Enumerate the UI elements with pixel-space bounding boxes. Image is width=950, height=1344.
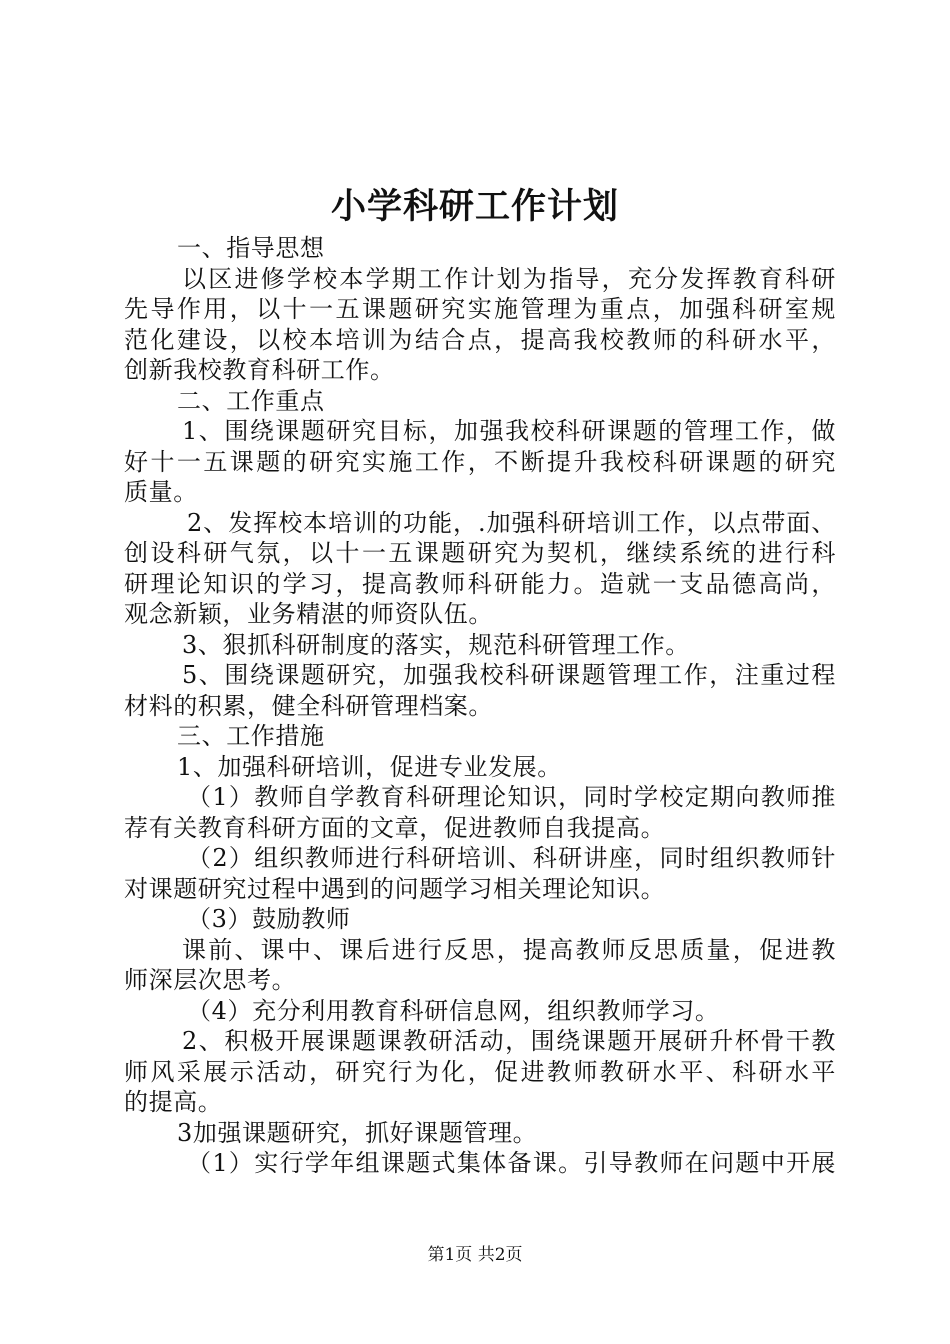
paragraph-line: 3、狠抓科研制度的落实，规范科研管理工作。 [182,630,690,659]
paragraph-line: （4）充分利用教育科研信息网，组织教师学习。 [187,996,720,1025]
paragraph-line: 5、围绕课题研究，加强我校科研课题管理工作，注重过程 [182,661,836,689]
paragraph-line: （2）组织教师进行科研培训、科研讲座，同时组织教师针 [187,844,836,872]
section-heading: 二、工作重点 [177,386,325,415]
paragraph-line: 3加强课题研究，抓好课题管理。 [177,1118,538,1147]
paragraph-line: 2、发挥校本培训的功能，.加强科研培训工作，以点带面、 [187,508,836,537]
paragraph-line: 2、积极开展课题课教研活动，围绕课题开展研升杯骨干教 [182,1027,836,1055]
paragraph-line: 师深层次思考。 [124,966,297,994]
paragraph-line: 课前、课中、课后进行反思，提高教师反思质量，促进教 [182,935,836,964]
paragraph-line: 研理论知识的学习，提高教师科研能力。造就一支品德高尚， [124,569,836,598]
paragraph-line: 质量。 [124,478,198,506]
paragraph-line: 的提高。 [124,1088,223,1116]
paragraph-line: 师风采展示活动，研究行为化，促进教师教研水平、科研水平 [124,1057,836,1086]
page-number: 第1页 共2页 [427,1245,523,1265]
paragraph-line: 范化建设，以校本培训为结合点，提高我校教师的科研水平， [124,325,836,354]
paragraph-line: 创新我校教育科研工作。 [124,356,395,384]
paragraph-line: 对课题研究过程中遇到的问题学习相关理论知识。 [124,874,666,903]
section-heading: 三、工作措施 [177,722,325,750]
paragraph-line: 1、加强科研培训，促进专业发展。 [177,752,562,781]
section-heading: 一、指导思想 [177,234,325,262]
paragraph-line: 好十一五课题的研究实施工作，不断提升我校科研课题的研究 [124,447,836,476]
paragraph-line: 观念新颖，业务精湛的师资队伍。 [124,600,493,628]
document-title: 小学科研工作计划 [330,186,619,227]
paragraph-line: 创设科研气氛，以十一五课题研究为契机，继续系统的进行科 [124,539,836,567]
document-body [124,233,836,1179]
paragraph-line: （1）教师自学教育科研理论知识，同时学校定期向教师推 [187,783,836,811]
paragraph-line: 先导作用，以十一五课题研究实施管理为重点，加强科研室规 [124,295,836,323]
paragraph-line: 以区进修学校本学期工作计划为指导，充分发挥教育科研 [182,264,836,293]
paragraph-line: 1、围绕课题研究目标，加强我校科研课题的管理工作，做 [182,417,836,445]
paragraph-line: （1）实行学年组课题式集体备课。引导教师在问题中开展 [187,1149,836,1177]
paragraph-line: 荐有关教育科研方面的文章，促进教师自我提高。 [124,813,666,842]
paragraph-line: （3）鼓励教师 [187,905,351,933]
paragraph-line: 材料的积累，健全科研管理档案。 [124,691,493,720]
